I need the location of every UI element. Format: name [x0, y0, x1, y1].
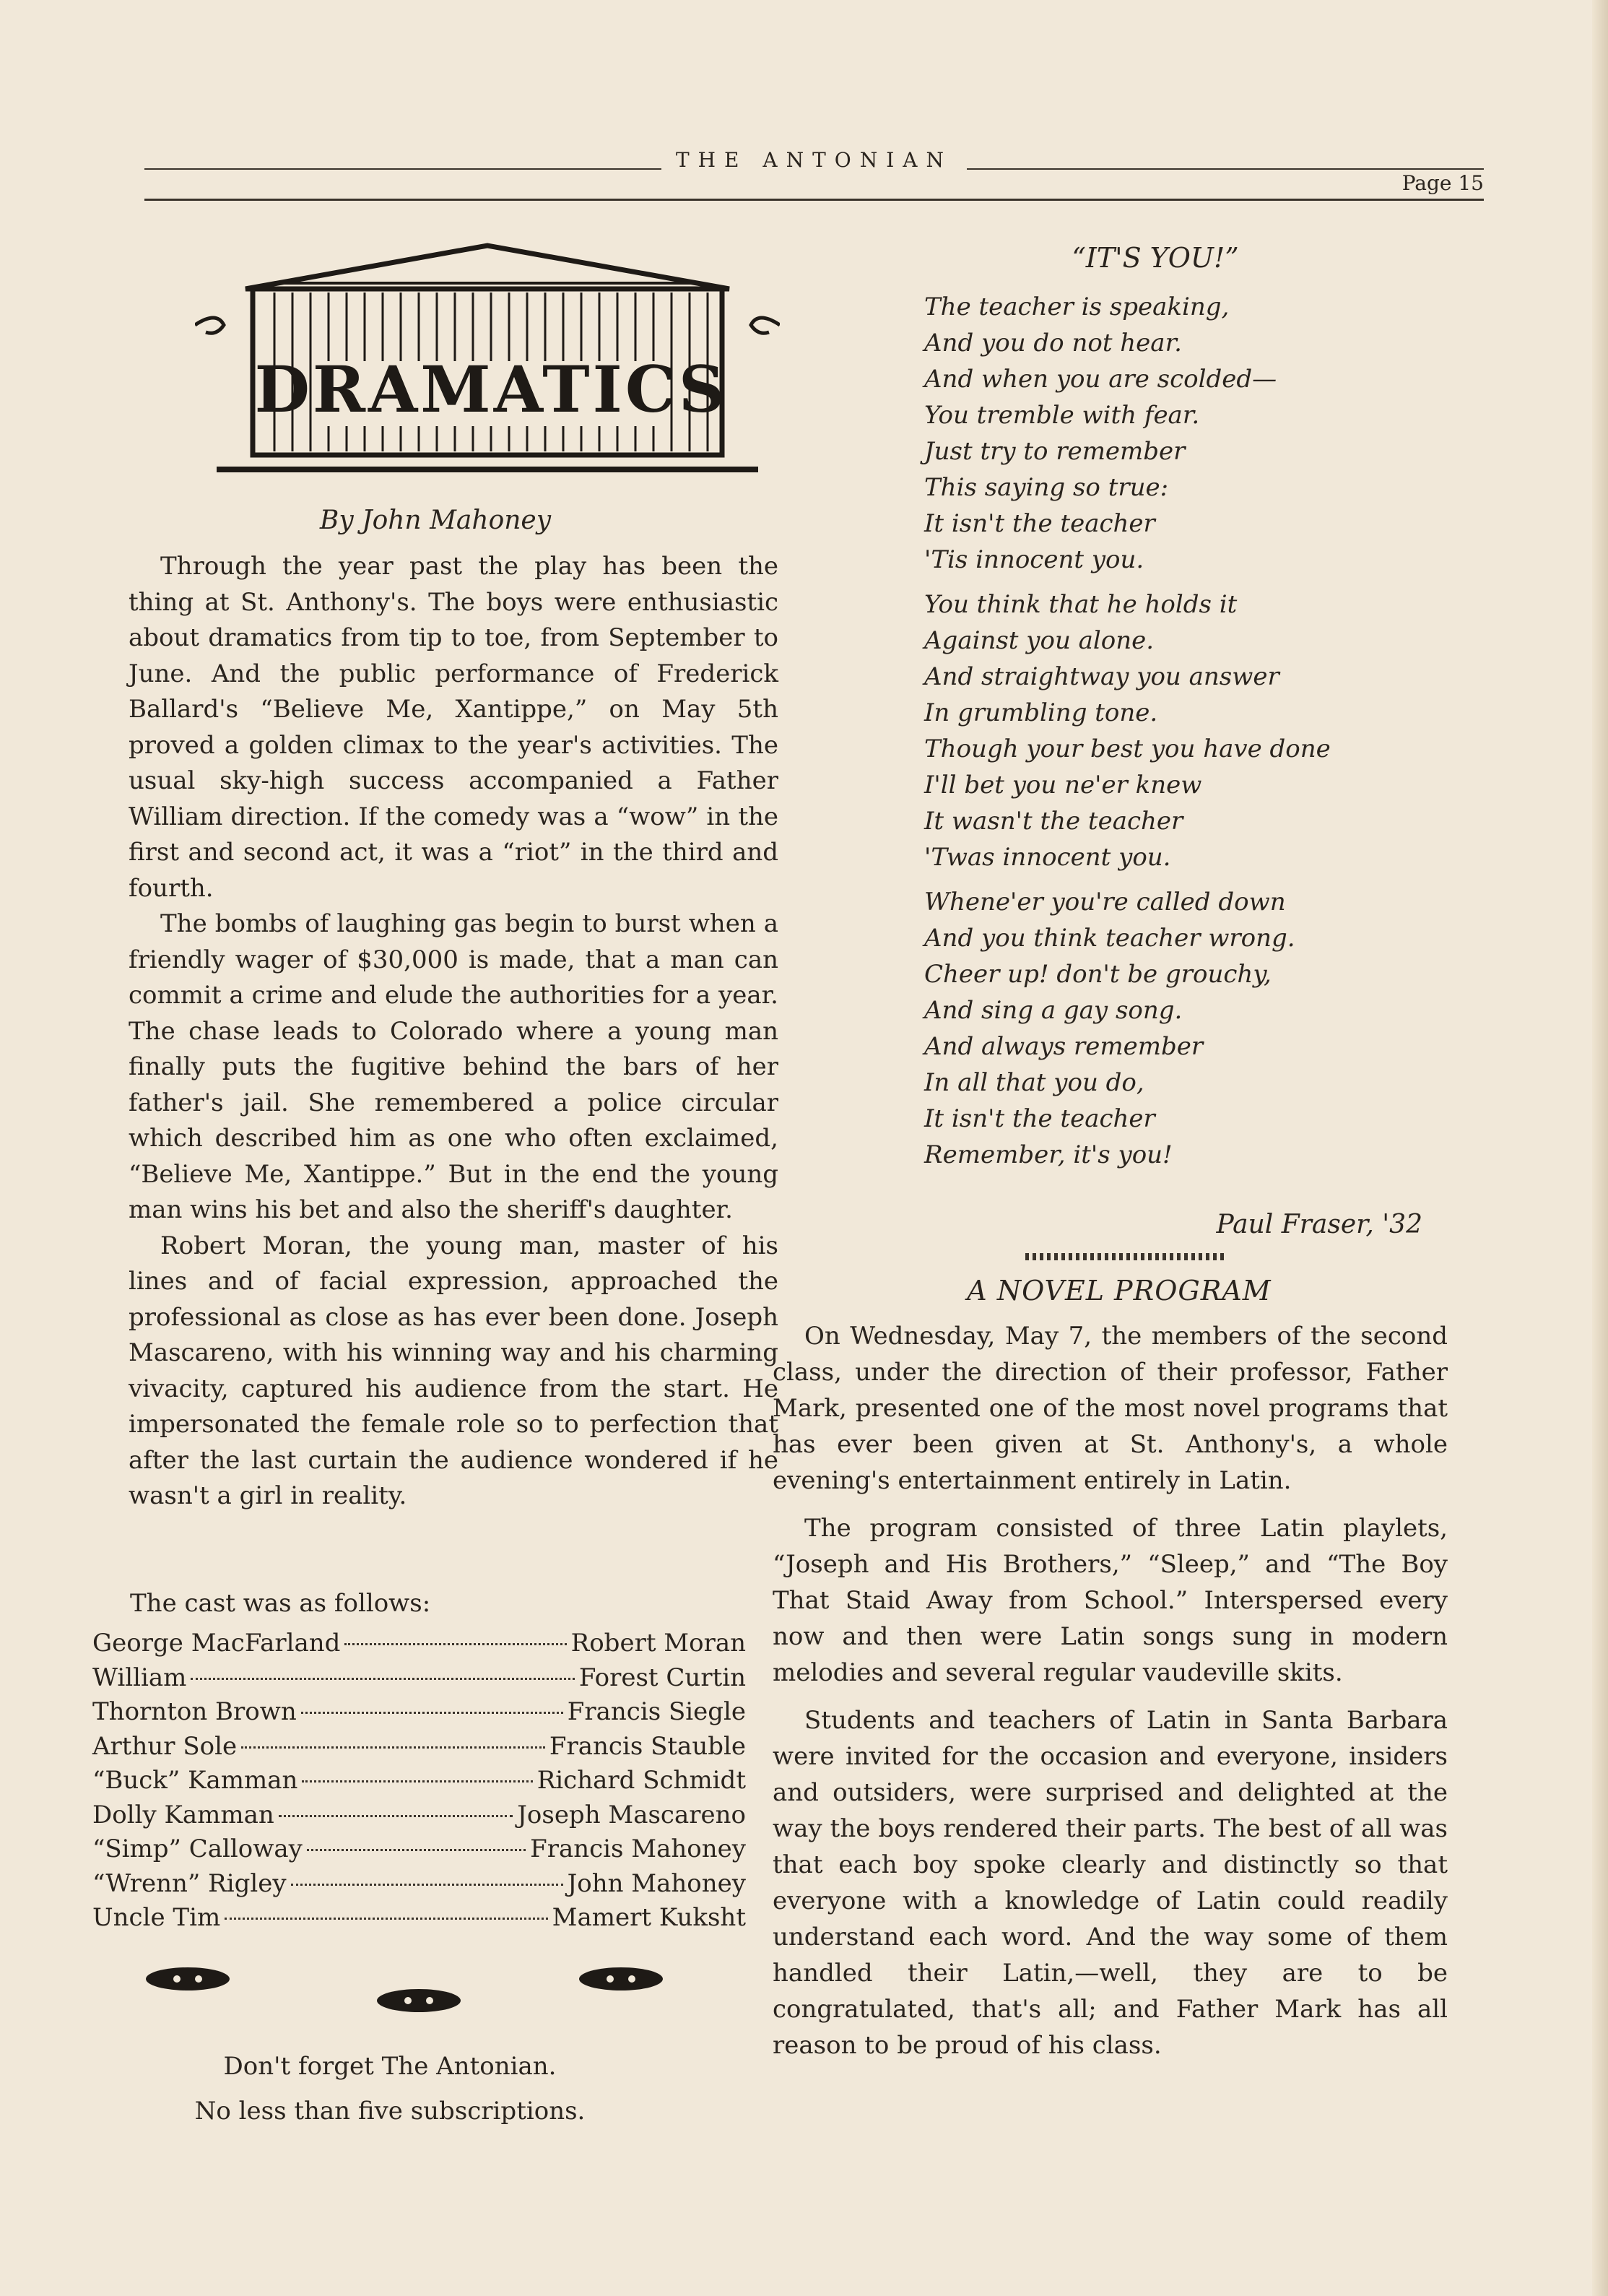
cast-actor: John Mahoney	[567, 1868, 746, 1898]
poem-line: You tremble with fear.	[924, 401, 1200, 430]
leader-dots	[307, 1849, 526, 1851]
note-line: Don't forget The Antonian.	[223, 2052, 557, 2081]
poem-author: Paul Fraser, '32	[1216, 1210, 1422, 1239]
poem-line: In grumbling tone.	[924, 698, 1158, 727]
article-paragraph: Robert Moran, the young man, master of his lines and of facial expression, approached the professional as close as has ever been done. Joseph Mascareno, with his winning way and his charming vivacity, captured his audience from the start. He impersonated the female role so to perfection that after the last curtain the audience wondered if he wasn't a girl in reality.	[129, 1231, 778, 1510]
cast-actor: Mamert Kuksht	[552, 1903, 746, 1932]
section-divider	[1025, 1253, 1227, 1260]
poem-line: 'Twas innocent you.	[924, 843, 1171, 872]
cast-role: Dolly Kamman	[92, 1800, 274, 1829]
dramatics-logo	[195, 238, 780, 484]
cast-role: William	[92, 1663, 187, 1692]
byline: By John Mahoney	[319, 506, 552, 535]
article-paragraph: Students and teachers of Latin in Santa Barbara were invited for the occasion and everyone, insiders and outsiders, were surprised and delighted at the way the boys rendered their parts. The best of all was that each boy spoke clearly and distinctly so that everyone with a knowledge of Latin could readily understand each word. And the way some of them handled their Latin,—well, they are to be congratulated, that's all; and Father Mark has all reason to be proud of his class.	[773, 1706, 1448, 2060]
program-article	[773, 1318, 1448, 2075]
leader-dots	[279, 1815, 513, 1817]
cast-role: Thornton Brown	[92, 1697, 297, 1726]
leader-dots	[225, 1918, 547, 1920]
cast-actor: Francis Stauble	[549, 1731, 746, 1761]
poem-line: And you do not hear.	[924, 329, 1182, 358]
cast-role: “Buck” Kamman	[92, 1766, 298, 1795]
cast-actor: Robert Moran	[570, 1629, 746, 1658]
poem-line: Though your best you have done	[924, 735, 1331, 763]
poem-line: The teacher is speaking,	[924, 293, 1230, 321]
poem-line: You think that he holds it	[924, 590, 1238, 619]
poem-line: Remember, it's you!	[924, 1140, 1173, 1169]
article-paragraph: The bombs of laughing gas begin to burst when a friendly wager of $30,000 is made, that a man can commit a crime and elude the authorities for a year. The chase leads to Colorado where a young man finally puts the fugitive behind the bars of her father's jail. She remembered a police circular which described him as one who often exclaimed, “Believe Me, Xantippe.” But in the end the young man wins his bet and also the sheriff's daughter.	[129, 909, 778, 1224]
leader-dots	[191, 1678, 575, 1680]
cast-actor: Richard Schmidt	[536, 1766, 746, 1795]
page-header	[144, 148, 1484, 201]
poem-stanza	[924, 884, 1444, 1173]
poem-line: 'Tis innocent you.	[924, 545, 1144, 574]
poem-line: Cheer up! don't be grouchy,	[924, 960, 1272, 989]
cast-role: “Wrenn” Rigley	[92, 1868, 287, 1898]
cast-role: Arthur Sole	[92, 1731, 238, 1761]
dramatics-article	[129, 549, 778, 1515]
poem-line: And sing a gay song.	[924, 996, 1183, 1025]
poem	[924, 289, 1444, 1182]
article-paragraph: The program consisted of three Latin playlets, “Joseph and His Brothers,” “Sleep,” and “The Boy That Staid Away from School.” Interspersed every now and then were Latin songs sung in modern melodies and several regular vaudeville skits.	[773, 1514, 1448, 1687]
cast-role: George MacFarland	[92, 1629, 341, 1658]
cast-row	[92, 1903, 746, 1938]
cast-row	[92, 1697, 746, 1732]
program-title: A NOVEL PROGRAM	[967, 1275, 1272, 1307]
poem-stanza	[924, 289, 1444, 578]
cast-row	[92, 1869, 746, 1904]
ornament-row	[144, 1964, 693, 2022]
page-number: Page 15	[1401, 171, 1484, 195]
cast-actor: Francis Mahoney	[530, 1834, 746, 1863]
poem-line: I'll bet you ne'er knew	[924, 771, 1202, 800]
subscription-note	[144, 2044, 635, 2133]
cast-row	[92, 1663, 746, 1698]
poem-line: It isn't the teacher	[924, 509, 1155, 538]
poem-line: And always remember	[924, 1032, 1204, 1061]
masthead-text: THE ANTONIAN	[661, 148, 967, 172]
ornament-icon	[146, 1967, 230, 1990]
poem-line: Whene'er you're called down	[924, 888, 1286, 917]
cast-role: Uncle Tim	[92, 1903, 221, 1932]
cast-row	[92, 1629, 746, 1663]
cast-row	[92, 1801, 746, 1835]
cast-row	[92, 1732, 746, 1767]
cast-role: “Simp” Calloway	[92, 1834, 303, 1863]
cast-actor: Forest Curtin	[578, 1663, 746, 1692]
poem-line: Against you alone.	[924, 626, 1155, 655]
cast-intro: The cast was as follows:	[130, 1589, 431, 1618]
cast-row	[92, 1766, 746, 1801]
poem-line: And you think teacher wrong.	[924, 924, 1295, 953]
note-line: No less than five subscriptions.	[194, 2097, 586, 2126]
leader-dots	[291, 1884, 563, 1886]
cast-actor: Joseph Mascareno	[517, 1800, 746, 1829]
leader-dots	[241, 1746, 545, 1749]
poem-line: And straightway you answer	[924, 662, 1279, 691]
poem-stanza	[924, 586, 1444, 875]
poem-line: In all that you do,	[924, 1068, 1144, 1097]
cast-list	[92, 1629, 746, 1938]
poem-title: “IT'S YOU!”	[1072, 242, 1239, 274]
poem-line: Just try to remember	[924, 437, 1186, 466]
left-ornament	[195, 318, 224, 333]
cast-actor: Francis Siegle	[567, 1697, 746, 1726]
cast-row	[92, 1834, 746, 1869]
poem-line: It wasn't the teacher	[924, 807, 1183, 836]
ornament-icon	[377, 1989, 461, 2012]
logo-text: DRAMATICS	[254, 352, 728, 427]
article-paragraph: On Wednesday, May 7, the members of the second class, under the direction of their professor, Father Mark, presented one of the most novel programs that has ever been given at St. Anthony's, a whole evening's entertainment entirely in Latin.	[773, 1322, 1448, 1495]
poem-line: This saying so true:	[924, 473, 1169, 502]
article-paragraph: Through the year past the play has been the thing at St. Anthony's. The boys were enthusiastic about dramatics from tip to toe, from September to June. And the public performance of Frederick Ballard's “Believe Me, Xantippe,” on May 5th proved a golden climax to the year's activities. The usual sky-high success accompanied a Father William direction. If the comedy was a “wow” in the first and second act, it was a “riot” in the third and fourth.	[129, 552, 778, 903]
leader-dots	[301, 1712, 563, 1714]
poem-line: And when you are scolded—	[924, 365, 1277, 394]
leader-dots	[302, 1780, 532, 1782]
masthead	[144, 148, 1484, 172]
right-ornament	[751, 318, 780, 333]
leader-dots	[344, 1643, 566, 1645]
page-edge	[1592, 0, 1608, 2296]
ornament-icon	[579, 1967, 663, 1990]
poem-line: It isn't the teacher	[924, 1104, 1155, 1133]
